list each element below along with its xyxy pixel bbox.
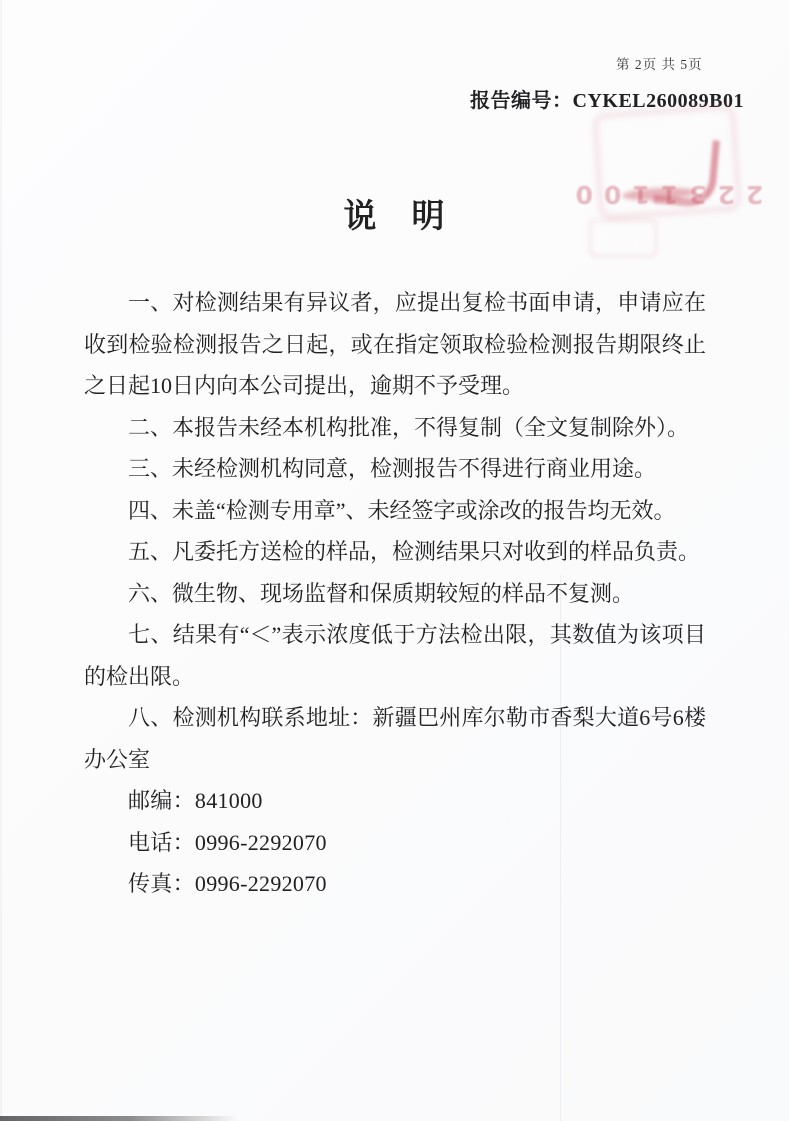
notice-item-7: 七、结果有“＜”表示浓度低于方法检出限，其数值为该项目的检出限。 bbox=[84, 622, 706, 689]
phone-label: 电话： bbox=[128, 829, 195, 855]
notice-item-2: 二、本报告未经本机构批准，不得复制（全文复制除外）。 bbox=[128, 414, 690, 440]
notice-item-5: 五、凡委托方送检的样品，检测结果只对收到的样品负责。 bbox=[128, 539, 701, 564]
scan-edge-left bbox=[0, 0, 2, 1121]
postal-code-value: 841000 bbox=[194, 788, 263, 813]
phone-line bbox=[84, 822, 706, 864]
notice-item-6: 六、微生物、现场监督和保质期较短的样品不复测。 bbox=[128, 580, 635, 606]
stamp-residue bbox=[540, 100, 789, 275]
postal-code-label: 邮编： bbox=[128, 788, 195, 813]
notice-item-1: 一、对检测结果有异议者，应提出复检书面申请，申请应在收到检验检测报告之日起，或在指定领取检验检测报告期限终止之日起10日内向本公司提出，逾期不予受理。 bbox=[84, 290, 706, 398]
phone-value: 0996-2292070 bbox=[194, 829, 327, 855]
notice-item-3: 三、未经检测机构同意，检测报告不得进行商业用途。 bbox=[128, 456, 657, 481]
notice-item-8: 八、检测机构联系地址：新疆巴州库尔勒市香梨大道6号6楼办公室 bbox=[84, 705, 706, 772]
page-indicator: 第 2页 共 5页 bbox=[616, 57, 703, 72]
stamp-residue-digits: 2231100 bbox=[564, 180, 764, 209]
notice-item-4: 四、未盖“检测专用章”、未经签字或涂改的报告均无效。 bbox=[128, 497, 676, 523]
scan-edge-shadow bbox=[0, 1116, 238, 1121]
report-number-line bbox=[470, 84, 744, 113]
report-number-label: 报告编号： bbox=[470, 90, 573, 112]
fax-label: 传真： bbox=[128, 871, 195, 896]
scan-fold-line bbox=[560, 575, 561, 1121]
report-number-value: CYKEL260089B01 bbox=[572, 90, 744, 112]
fax-value: 0996-2292070 bbox=[194, 871, 327, 896]
page-title: 说 明 bbox=[343, 199, 446, 235]
fax-line bbox=[84, 863, 706, 905]
postal-code-line bbox=[84, 780, 706, 822]
notice-body bbox=[84, 282, 706, 905]
